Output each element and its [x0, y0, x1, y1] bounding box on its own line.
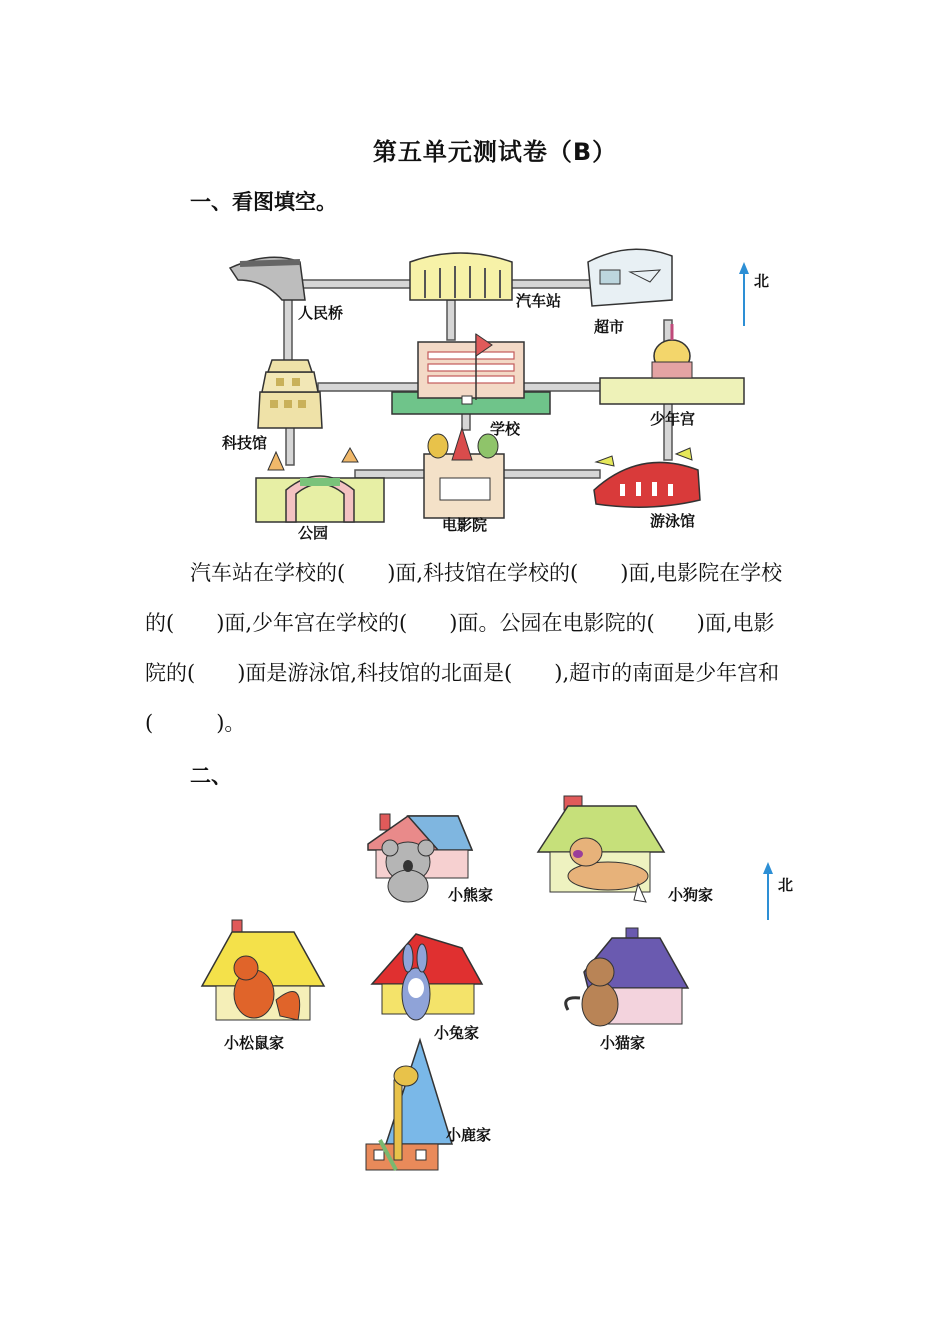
section2-heading: 二、 [190, 764, 232, 788]
science-museum-icon [258, 360, 322, 428]
dog-house-icon [538, 796, 664, 902]
label-rabbit-house: 小兔家 [434, 1024, 480, 1042]
squirrel-house-icon [202, 920, 324, 1020]
north-label-2: 北 [778, 876, 794, 894]
label-pool: 游泳馆 [650, 512, 696, 530]
label-cat-house: 小猫家 [600, 1034, 646, 1052]
fill-line-2: 的( )面,少年宫在学校的( )面。公园在电影院的( )面,电影 [145, 611, 775, 635]
label-science-museum: 科技馆 [222, 434, 268, 452]
supermarket-icon [588, 249, 672, 306]
park-icon [256, 448, 384, 522]
bridge-icon [230, 257, 305, 300]
rabbit-house-icon [372, 934, 482, 1020]
label-cinema: 电影院 [442, 516, 488, 534]
cat-house-icon [566, 928, 688, 1026]
section1-heading: 一、看图填空。 [190, 190, 337, 214]
label-park: 公园 [298, 524, 329, 542]
label-school: 学校 [490, 420, 521, 438]
cinema-icon [424, 428, 504, 518]
north-label: 北 [754, 272, 770, 290]
label-youth-palace: 少年宫 [650, 410, 696, 428]
fill-line-3: 院的( )面是游泳馆,科技馆的北面是( ),超市的南面是少年宫和 [145, 661, 780, 685]
bus-station-icon [410, 253, 512, 300]
label-bridge: 人民桥 [298, 304, 344, 322]
fill-line-4: ( )。 [145, 711, 246, 735]
label-deer-house: 小鹿家 [446, 1126, 492, 1144]
map-drawing [0, 0, 950, 560]
animal-houses [0, 780, 950, 1160]
label-supermarket: 超市 [594, 318, 625, 336]
label-bear-house: 小熊家 [448, 886, 494, 904]
label-dog-house: 小狗家 [668, 886, 714, 904]
school-icon [392, 334, 550, 414]
page-title: 第五单元测试卷（B） [372, 138, 618, 166]
label-squirrel-house: 小松鼠家 [224, 1034, 285, 1052]
houses-drawing [0, 780, 950, 1160]
north-arrow-icon-2 [763, 862, 773, 920]
city-map [0, 0, 950, 560]
label-bus-station: 汽车站 [516, 292, 562, 310]
north-arrow-icon [739, 262, 749, 326]
fill-line-1: 汽车站在学校的( )面,科技馆在学校的( )面,电影院在学校 [190, 561, 783, 585]
pool-icon [594, 448, 700, 507]
deer-house-icon [366, 1040, 452, 1170]
